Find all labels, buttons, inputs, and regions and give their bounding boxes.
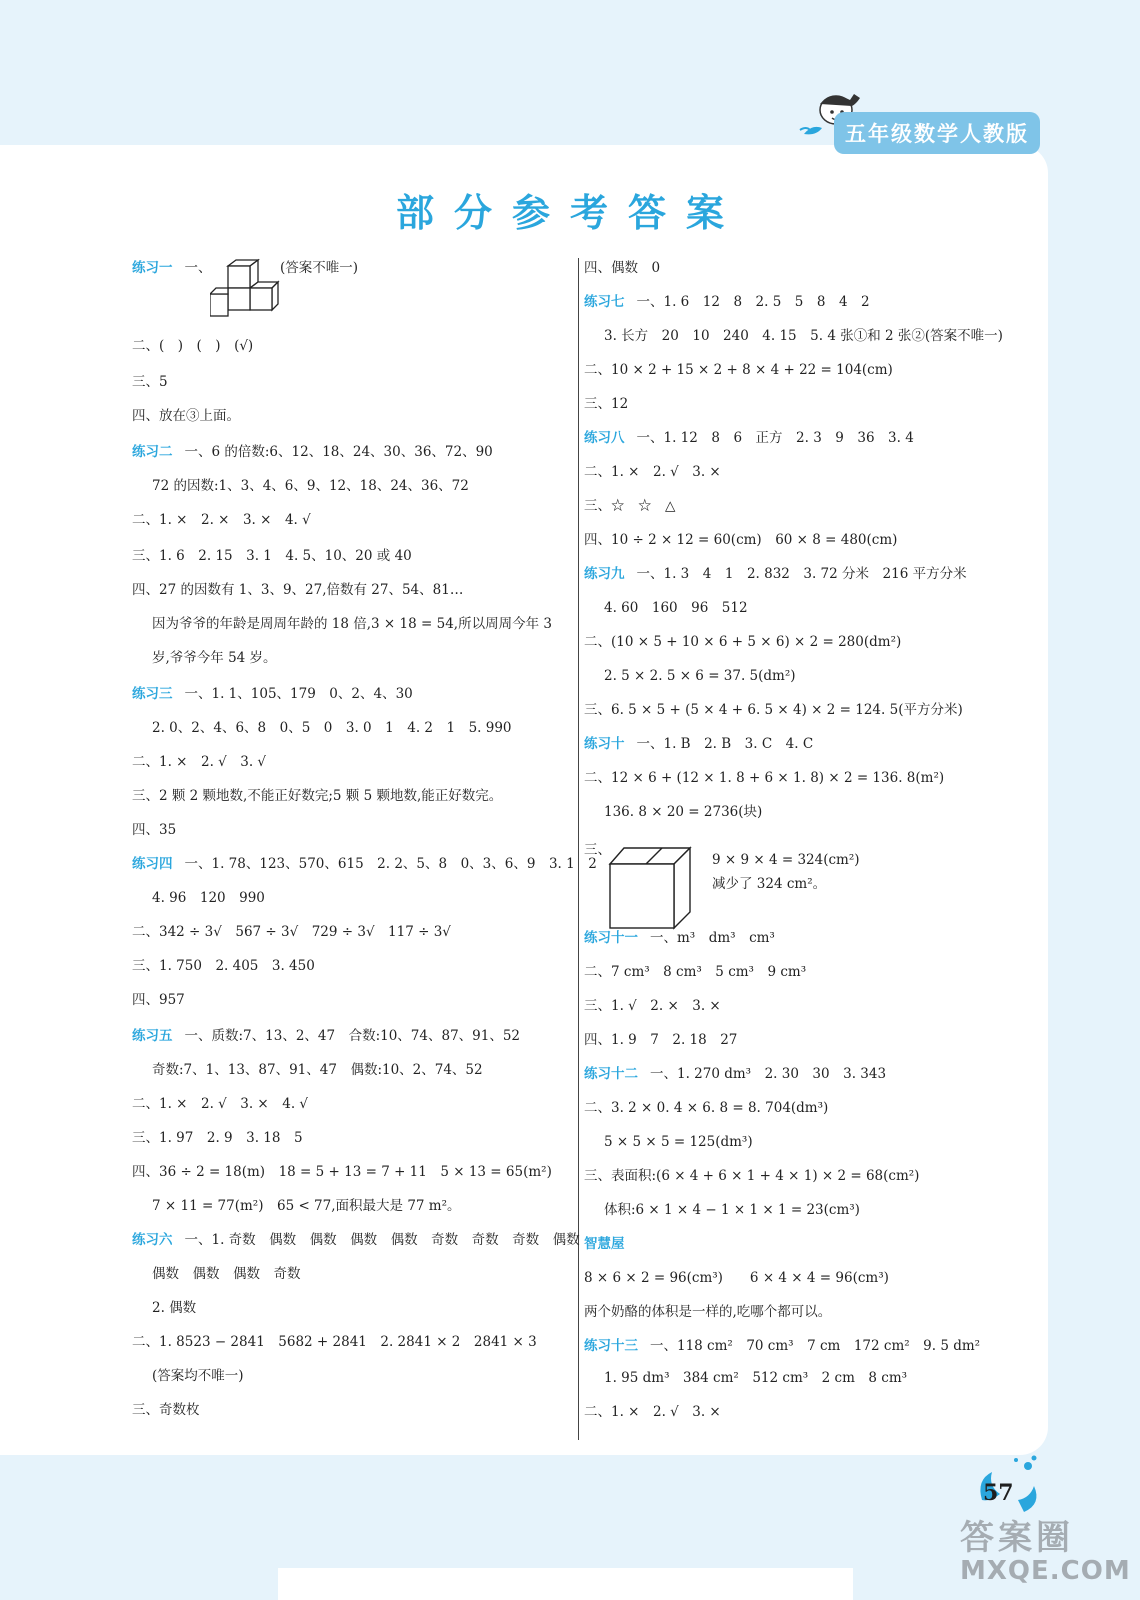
answer-text: 一、 <box>184 260 212 276</box>
page-title: 部分参考答案 <box>395 191 744 235</box>
answer-text: 三、5 <box>132 374 168 390</box>
left-line <box>152 1366 244 1386</box>
exercise-label: 智慧屋 <box>584 1236 625 1252</box>
answer-text: 四、10 ÷ 2 × 12 = 60(cm) 60 × 8 = 480(cm) <box>584 532 898 548</box>
left-line <box>132 258 212 278</box>
answer-text: 8 × 6 × 2 = 96(cm³) 6 × 4 × 4 = 96(cm³) <box>584 1270 889 1286</box>
left-line <box>132 442 493 462</box>
right-line <box>584 768 944 788</box>
right-line <box>712 850 860 870</box>
bottom-strip <box>278 1568 853 1600</box>
exercise-label: 练习十 <box>584 736 625 752</box>
answer-text: 二、1. × 2. √ 3. × <box>584 1404 721 1420</box>
answer-text: 四、35 <box>132 822 177 838</box>
left-line <box>132 1230 580 1250</box>
exercise-label: 练习十二 <box>584 1066 638 1082</box>
cube-stack-figure <box>210 258 280 322</box>
right-line <box>584 1336 980 1356</box>
left-line <box>152 1196 461 1216</box>
answer-text: 四、1. 9 7 2. 18 27 <box>584 1032 738 1048</box>
right-line <box>604 1368 907 1388</box>
answer-text: 一、1. B 2. B 3. C 4. C <box>636 736 814 752</box>
answer-text: 四、957 <box>132 992 185 1008</box>
right-line <box>584 1302 831 1322</box>
right-line <box>584 530 897 550</box>
right-line <box>604 1200 860 1220</box>
right-line <box>584 496 675 516</box>
answer-text: 四、27 的因数有 1、3、9、27,倍数有 27、54、81… <box>132 582 464 598</box>
answer-text: 三、1. 97 2. 9 3. 18 5 <box>132 1130 303 1146</box>
left-line <box>132 990 185 1010</box>
answer-text: 一、118 cm² 70 cm³ 7 cm 172 cm² 9. 5 dm² <box>650 1338 981 1354</box>
answer-text: 二、342 ÷ 3√ 567 ÷ 3√ 729 ÷ 3√ 117 ÷ 3√ <box>132 924 451 940</box>
exercise-label: 练习六 <box>132 1232 173 1248</box>
right-line <box>712 874 826 894</box>
right-line <box>584 292 870 312</box>
answer-text: 因为爷爷的年龄是周周年龄的 18 倍,3 × 18 = 54,所以周周今年 3 <box>152 616 552 632</box>
answer-text: 三、1. √ 2. × 3. × <box>584 998 721 1014</box>
left-line <box>132 786 502 806</box>
answer-text: 4. 60 160 96 512 <box>604 600 748 616</box>
answer-text: 三、6. 5 × 5 + (5 × 4 + 6. 5 × 4) × 2 = 124. 5(平方分米) <box>584 702 963 718</box>
page-number: 57 <box>983 1480 1014 1506</box>
answer-text: 一、1. 奇数 偶数 偶数 偶数 偶数 奇数 奇数 奇数 偶数 <box>184 1232 580 1248</box>
answer-text: 二、(10 × 5 + 10 × 6 + 5 × 6) × 2 = 280(dm²) <box>584 634 902 650</box>
right-line <box>584 632 901 652</box>
left-line <box>152 476 469 496</box>
right-line <box>584 1268 889 1288</box>
cuboid-figure <box>606 846 692 930</box>
answer-text: 三、1. 750 2. 405 3. 450 <box>132 958 315 974</box>
answer-text: 三、 <box>584 842 611 858</box>
left-line <box>132 854 597 874</box>
answer-text: 二、3. 2 × 0. 4 × 6. 8 = 8. 704(dm³) <box>584 1100 829 1116</box>
answer-text: 136. 8 × 20 = 2736(块) <box>604 804 763 820</box>
answer-text: 三、奇数枚 <box>132 1402 200 1418</box>
answer-text: 偶数 偶数 偶数 奇数 <box>152 1266 301 1282</box>
right-line <box>604 802 762 822</box>
left-line <box>132 406 240 426</box>
answer-text: 一、质数:7、13、2、47 合数:10、74、87、91、52 <box>184 1028 521 1044</box>
right-line <box>584 1064 886 1084</box>
answer-text: 岁,爷爷今年 54 岁。 <box>152 650 277 666</box>
answer-text: 二、( ) ( ) (√) <box>132 338 254 354</box>
answer-text: 4. 96 120 990 <box>152 890 265 906</box>
answer-text: 两个奶酪的体积是一样的,吃哪个都可以。 <box>584 1304 832 1320</box>
watermark-line1: 答案圈 <box>960 1518 1074 1558</box>
answer-text: 三、12 <box>584 396 629 412</box>
answer-text: 三、1. 6 2. 15 3. 1 4. 5、10、20 或 40 <box>132 548 412 564</box>
answer-text: 3. 长方 20 10 240 4. 15 5. 4 张①和 2 张②(答案不唯一) <box>604 328 1003 344</box>
left-line <box>280 258 358 278</box>
left-line <box>132 510 311 530</box>
exercise-label: 练习九 <box>584 566 625 582</box>
answer-text: 三、2 颗 2 颗地数,不能正好数完;5 颗 5 颗地数,能正好数完。 <box>132 788 503 804</box>
left-line <box>132 820 176 840</box>
left-line <box>132 956 315 976</box>
answer-text: 2. 5 × 2. 5 × 6 = 37. 5(dm²) <box>604 668 796 684</box>
right-line <box>584 734 813 754</box>
left-line <box>132 580 463 600</box>
right-line <box>584 700 963 720</box>
answer-text: 一、1. 270 dm³ 2. 30 30 3. 343 <box>650 1066 887 1082</box>
answer-text: 7 × 11 = 77(m²) 65 < 77,面积最大是 77 m²。 <box>152 1198 461 1214</box>
right-line <box>584 1098 828 1118</box>
answer-text: 体积:6 × 1 × 4 − 1 × 1 × 1 = 23(cm³) <box>604 1202 860 1218</box>
exercise-label: 练习五 <box>132 1028 173 1044</box>
answer-text: 二、10 × 2 + 15 × 2 + 8 × 4 + 22 = 104(cm) <box>584 362 893 378</box>
left-line <box>132 1128 303 1148</box>
left-line <box>152 614 552 634</box>
exercise-label: 练习四 <box>132 856 173 872</box>
exercise-label: 练习七 <box>584 294 625 310</box>
left-line <box>152 648 277 668</box>
right-line <box>584 428 914 448</box>
answer-text: 减少了 324 cm²。 <box>712 876 827 892</box>
right-line <box>584 928 775 948</box>
answer-text: 四、放在③上面。 <box>132 408 240 424</box>
answer-text: (答案均不唯一) <box>152 1368 244 1384</box>
answer-text: 三、表面积:(6 × 4 + 6 × 1 + 4 × 1) × 2 = 68(cm²) <box>584 1168 920 1184</box>
right-line <box>584 1402 721 1422</box>
exercise-label: 练习三 <box>132 686 173 702</box>
answer-text: 二、1. × 2. √ 3. × <box>584 464 721 480</box>
answer-text: 5 × 5 × 5 = 125(dm³) <box>604 1134 753 1150</box>
answer-text: 二、7 cm³ 8 cm³ 5 cm³ 9 cm³ <box>584 964 807 980</box>
left-line <box>152 718 512 738</box>
left-line <box>152 1060 483 1080</box>
answer-text: 一、1. 12 8 6 正方 2. 3 9 36 3. 4 <box>636 430 914 446</box>
answer-text: (答案不唯一) <box>280 260 359 276</box>
answer-text: 二、1. × 2. √ 3. × 4. √ <box>132 1096 309 1112</box>
right-line <box>604 1132 753 1152</box>
exercise-label: 练习一 <box>132 260 173 276</box>
answer-text: 四、偶数 0 <box>584 260 661 276</box>
answer-text: 2. 偶数 <box>152 1300 197 1316</box>
answer-text: 72 的因数:1、3、4、6、9、12、18、24、36、72 <box>152 478 469 494</box>
right-line <box>584 462 721 482</box>
left-line <box>152 888 265 908</box>
right-line <box>584 1234 637 1254</box>
answer-text: 奇数:7、1、13、87、91、47 偶数:10、2、74、52 <box>152 1062 483 1078</box>
exercise-label: 练习十一 <box>584 930 638 946</box>
answer-text: 三、☆ ☆ △ <box>584 498 676 514</box>
left-line <box>132 546 412 566</box>
right-line <box>584 564 967 584</box>
answer-text: 二、1. × 2. √ 3. √ <box>132 754 267 770</box>
column-divider <box>578 258 579 1440</box>
answer-text: 二、1. × 2. × 3. × 4. √ <box>132 512 311 528</box>
right-line <box>584 394 628 414</box>
right-line <box>584 360 893 380</box>
left-line <box>132 1332 537 1352</box>
answer-text: 一、1. 3 4 1 2. 832 3. 72 分米 216 平方分米 <box>636 566 967 582</box>
exercise-label: 练习二 <box>132 444 173 460</box>
exercise-label: 练习八 <box>584 430 625 446</box>
answer-text: 9 × 9 × 4 = 324(cm²) <box>712 852 860 868</box>
grade-tab: 五年级数学人教版 <box>834 112 1040 154</box>
exercise-label: 练习十三 <box>584 1338 638 1354</box>
answer-text: 四、36 ÷ 2 = 18(m) 18 = 5 + 13 = 7 + 11 5 × 13 = 65(m²) <box>132 1164 552 1180</box>
right-line <box>604 598 748 618</box>
answer-text: 一、m³ dm³ cm³ <box>650 930 775 946</box>
left-line <box>132 1094 308 1114</box>
answer-text: 二、1. 8523 − 2841 5682 + 2841 2. 2841 × 2 2841 × 3 <box>132 1334 537 1350</box>
right-line <box>584 1166 919 1186</box>
left-line <box>132 752 266 772</box>
left-line <box>132 1026 520 1046</box>
right-line <box>604 666 796 686</box>
right-line <box>604 326 1003 346</box>
answer-text: 一、6 的倍数:6、12、18、24、30、36、72、90 <box>184 444 493 460</box>
watermark-line2: MXQE.COM <box>960 1556 1131 1586</box>
left-line <box>132 684 413 704</box>
left-line <box>132 372 168 392</box>
left-line <box>152 1264 301 1284</box>
answer-text: 1. 95 dm³ 384 cm² 512 cm³ 2 cm 8 cm³ <box>604 1370 908 1386</box>
watermark <box>960 1510 1130 1592</box>
left-line <box>132 336 253 356</box>
right-line <box>584 258 660 278</box>
right-line <box>584 1030 737 1050</box>
left-line <box>152 1298 196 1318</box>
answer-text: 2. 0、2、4、6、8 0、5 0 3. 0 1 4. 2 1 5. 990 <box>152 720 512 736</box>
answer-text: 一、1. 1、105、179 0、2、4、30 <box>184 686 413 702</box>
answer-text: 一、1. 78、123、570、615 2. 2、5、8 0、3、6、9 3. 1 2 <box>184 856 597 872</box>
left-line <box>132 1400 200 1420</box>
answer-text: 二、12 × 6 + (12 × 1. 8 + 6 × 1. 8) × 2 = 136. 8(m²) <box>584 770 945 786</box>
right-line <box>584 962 806 982</box>
left-line <box>132 922 451 942</box>
answer-text: 一、1. 6 12 8 2. 5 5 8 4 2 <box>636 294 870 310</box>
left-line <box>132 1162 552 1182</box>
right-line <box>584 996 721 1016</box>
